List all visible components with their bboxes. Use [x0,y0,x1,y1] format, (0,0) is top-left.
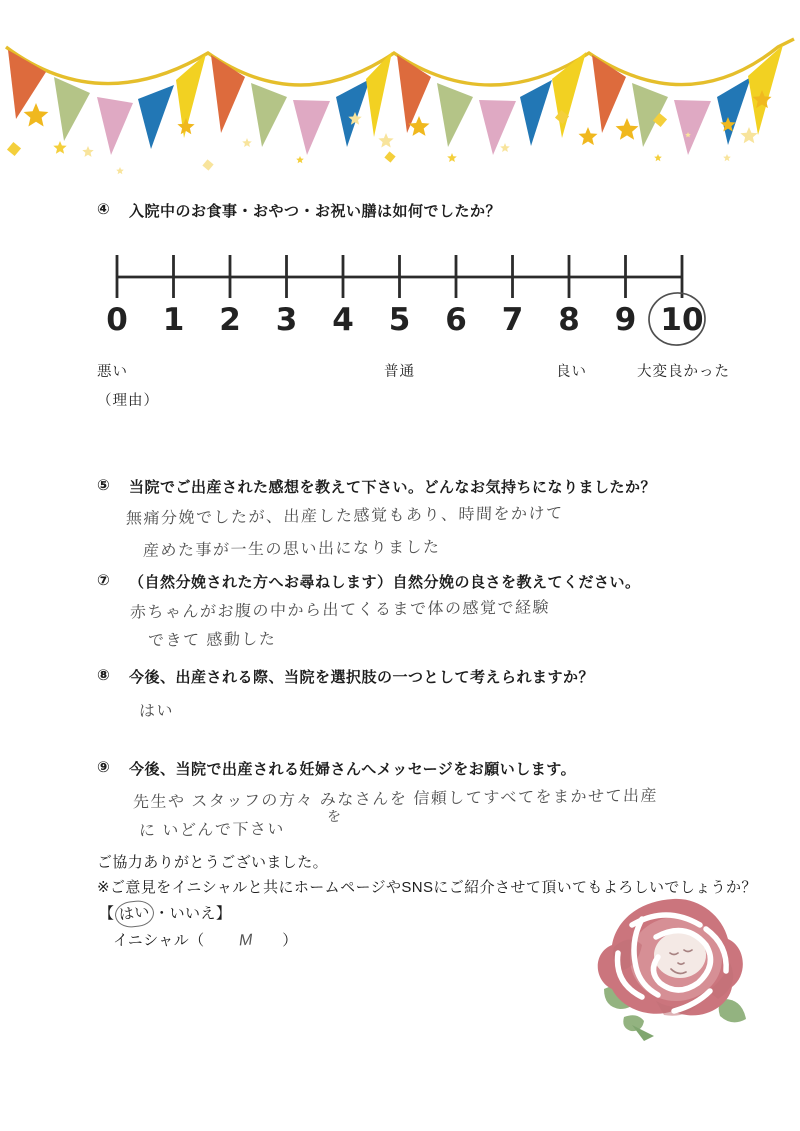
question-7-number: ⑦ [97,572,111,589]
star-icon [579,127,598,145]
garland-banner [0,35,800,185]
star-icon [116,167,124,174]
consent-no: いいえ [169,905,216,922]
scale-number: 6 [445,302,467,338]
pennant-flag-icon [479,100,516,155]
consent-options [99,901,231,927]
scale-anchor-good: 良い [556,364,587,380]
scale-number: 0 [106,302,128,338]
rose-stamp [578,893,770,1059]
diamond-icon [7,142,21,156]
star-icon [500,143,510,152]
scale-number: 8 [558,302,580,338]
handwritten-answer-line: 赤ちゃんがお腹の中から出てくるまで体の感覚で経験 [129,599,551,622]
scale-number: 9 [614,302,637,338]
star-icon [616,118,639,140]
diamond-icon [202,159,213,170]
initials-bracket-close: ） [282,932,298,949]
question-9-number: ⑨ [97,759,111,776]
star-icon [378,133,393,148]
star-icon [654,154,662,161]
initials-label: イニシャル（ [113,932,205,949]
rating-scale [97,246,747,354]
handwritten-answer-line: に いどんで下さい [138,821,286,840]
pennant-flag-icon [592,55,626,133]
question-9 [97,758,757,779]
handwritten-insertion: を [326,807,343,825]
question-5-number: ⑤ [97,477,111,494]
question-8-number: ⑧ [97,667,111,684]
pennant-flag-icon [336,79,370,147]
scale-number: 5 [388,302,411,338]
consent-bracket-open: 【 [99,905,115,922]
pennant-flag-icon [520,80,552,146]
consent-note: ※ご意見をイニシャルと共にホームページやSNSにご紹介させて頂いてもよろしいでしょうか？ [97,879,757,896]
star-icon [177,118,194,134]
question-8-text: 今後、出産される際、当院を選択肢の一つとして考えられますか？ [129,669,595,686]
scale-anchor-verygood: 大変良かった [637,364,730,380]
pennant-flag-icon [674,100,711,155]
consent-yes-circled: はい [114,899,155,929]
pennant-flag-icon [748,45,783,135]
star-icon [53,141,66,154]
star-icon [242,138,252,147]
consent-bracket-close: 】 [215,905,232,922]
question-8 [97,666,757,687]
scale-number: 10 [660,302,704,338]
initials-value: M [237,931,254,950]
handwritten-answer-line: はい [138,702,175,721]
scale-anchor-normal: 普通 [384,364,415,380]
question-4 [97,200,737,221]
star-icon [24,103,49,127]
star-icon [82,146,93,157]
question-9-text: 今後、当院で出産される妊婦さんへメッセージをお願いします。 [129,761,577,778]
star-icon [447,153,457,162]
scale-number: 3 [275,302,298,338]
pennant-flag-icon [397,55,431,133]
pennant-flag-icon [632,83,668,147]
reason-label: （理由） [97,393,159,409]
scale-number: 1 [162,302,185,338]
handwritten-answer-line: 無痛分娩でしたが、出産した感覚もあり、時間をかけて [125,505,564,528]
handwritten-answer-line: 先生や スタッフの方々 みなさんを 信頼してすべてをまかせて出産 [132,787,659,812]
thanks-text: ご協力ありがとうございました。 [97,854,329,871]
scale-number: 7 [501,302,524,338]
pennant-flag-icon [293,100,330,155]
scale-number: 4 [332,302,354,338]
pennant-flag-icon [138,85,174,149]
question-4-text: 入院中のお食事・おやつ・お祝い膳は如何でしたか？ [129,203,502,220]
question-7 [97,571,757,592]
pennant-flag-icon [437,83,473,147]
star-icon [296,156,304,163]
question-7-text: （自然分娩された方へお尋ねします）自然分娩の良さを教えてください。 [129,574,641,591]
question-5-text: 当院でご出産された感想を教えて下さい。どんなお気持ちになりましたか？ [129,479,657,496]
pennant-flag-icon [211,55,245,133]
initials-row [113,929,298,950]
scale-number: 2 [219,302,241,338]
star-icon [723,154,731,161]
handwritten-answer-line: 産めた事が一生の思い出になりました [142,539,441,560]
star-icon [740,127,757,143]
pennant-flag-icon [366,52,392,137]
scale-anchor-bad: 悪い [97,364,128,380]
diamond-icon [384,151,395,162]
question-5 [97,476,757,497]
pennant-flag-icon [97,97,133,155]
handwritten-answer-line: できて 感動した [147,631,277,650]
consent-separator: ・ [154,905,170,922]
question-4-number: ④ [97,201,111,218]
pennant-flag-icon [54,77,90,141]
pennant-flag-icon [251,83,287,147]
